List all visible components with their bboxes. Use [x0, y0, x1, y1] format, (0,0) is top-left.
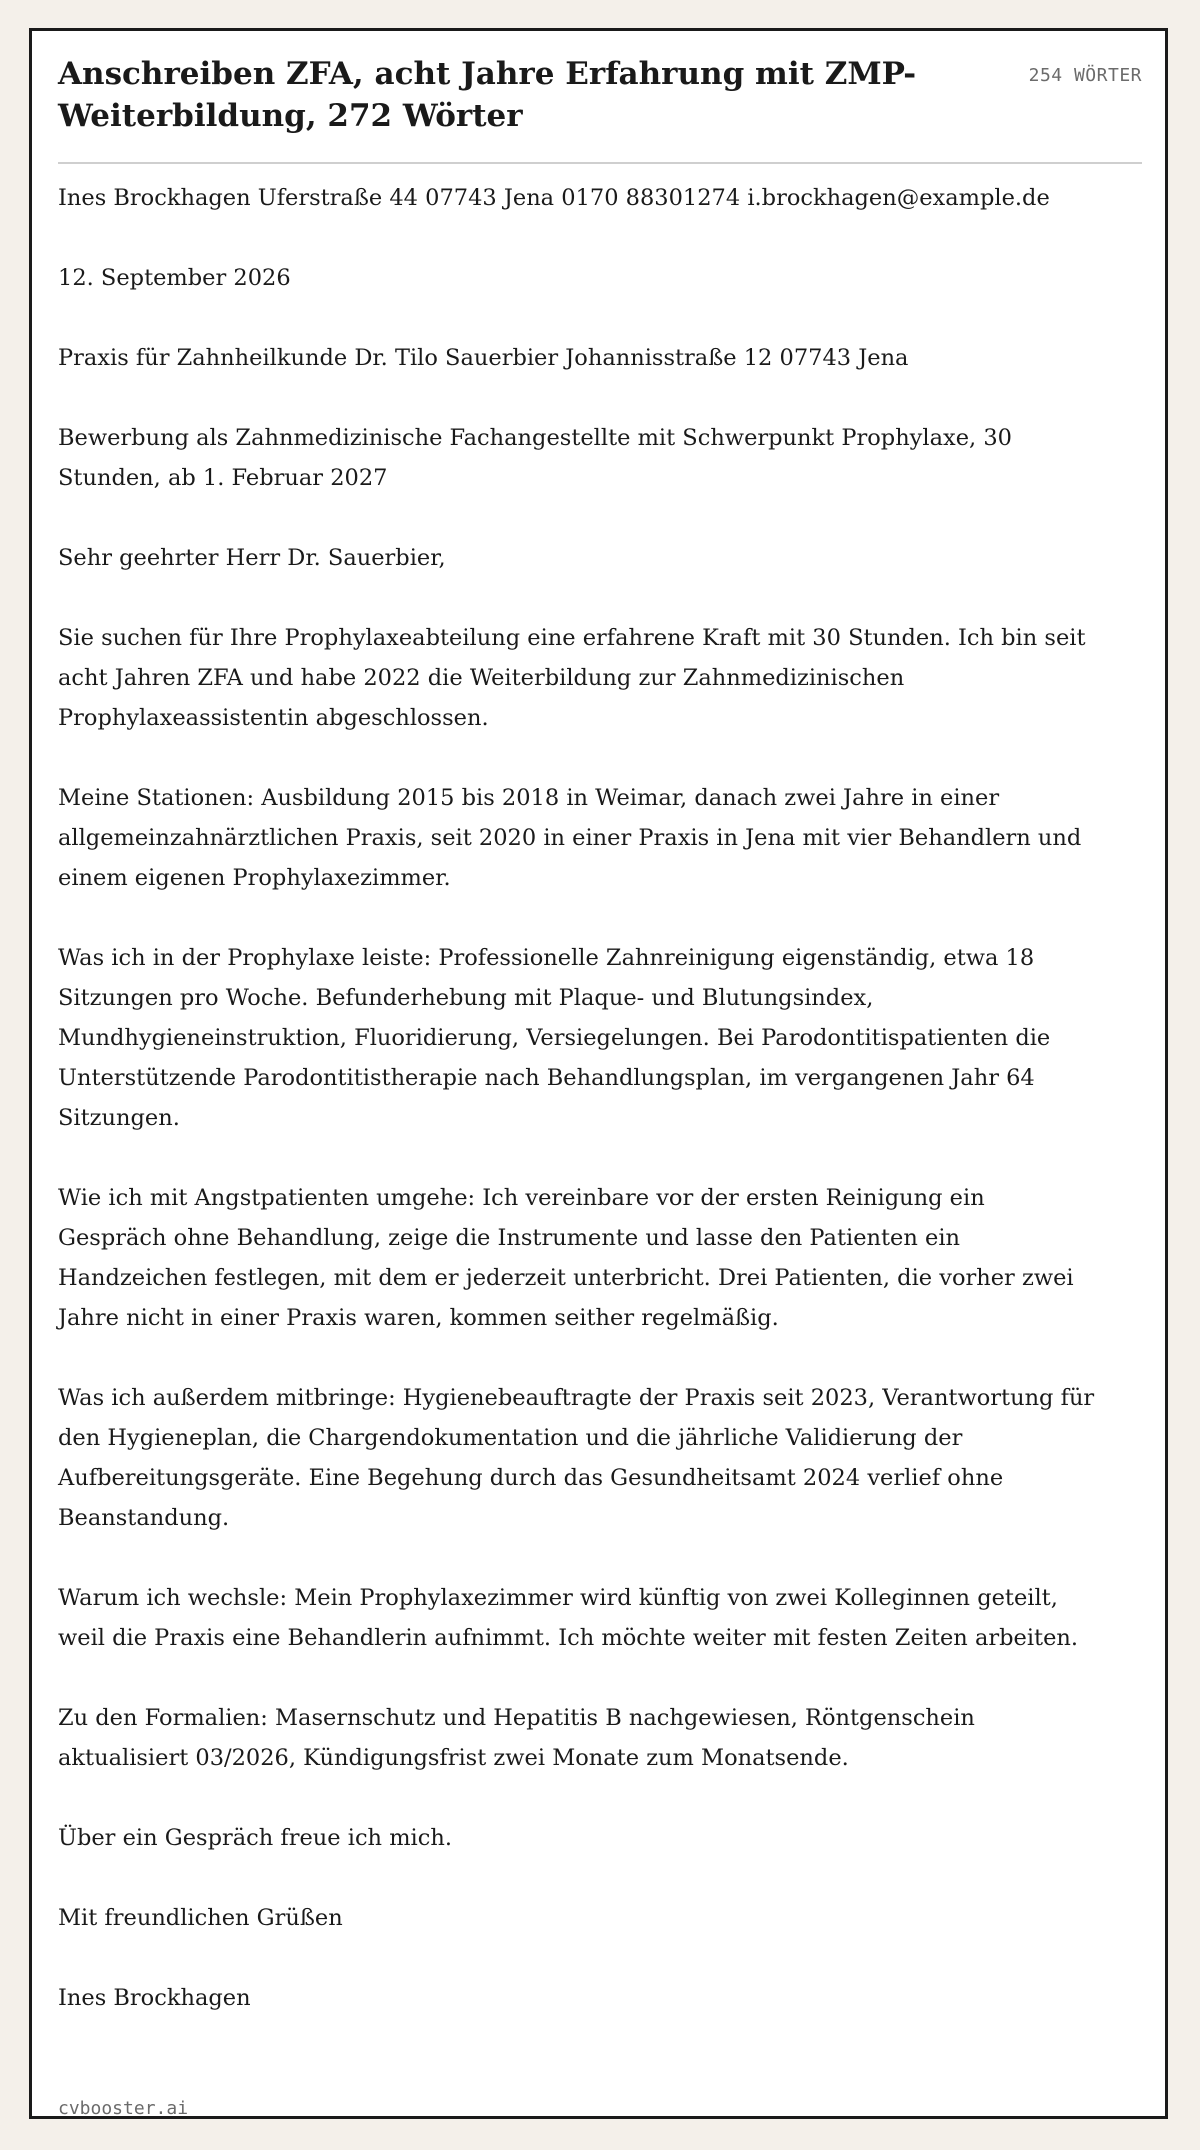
- closing: Mit freundlichen Grüßen: [58, 1905, 343, 1931]
- word-count-badge: 254 WÖRTER: [1028, 65, 1142, 86]
- body-paragraph: Meine Stationen: Ausbildung 2015 bis 2018 in Weimar, danach zwei Jahre in einer allgemeinzahnärztlichen Praxis, seit 2020 in einer Praxis in Jena mit vier Behandlern und einem eigenen Prophylaxezimmer.: [58, 785, 1082, 891]
- body-paragraph: Was ich in der Prophylaxe leiste: Professionelle Zahnreinigung eigenständig, etwa 18 Sitzungen pro Woche. Befunderhebung mit Plaque- und Blutungsindex, Mundhygieneinstruktion, Fluoridierung, Versiegelungen. Bei Parodontitispatienten die Unterstützende Parodontitistherapie nach Behandlungsplan, im vergangenen Jahr 64 Sitzungen.: [58, 945, 1051, 1131]
- signature-name: Ines Brockhagen: [58, 1985, 251, 2011]
- body-paragraph: Wie ich mit Angstpatienten umgehe: Ich vereinbare vor der ersten Reinigung ein Gespräch ohne Behandlung, zeige die Instrumente und lasse den Patienten ein Handzeichen festlegen, mit dem er jederzeit unterbricht. Drei Patienten, die vorher zwei Jahre nicht in einer Praxis waren, kommen seither regelmäßig.: [58, 1185, 1074, 1331]
- body-paragraph: Zu den Formalien: Masernschutz und Hepatitis B nachgewiesen, Röntgenschein aktualisiert 03/2026, Kündigungsfrist zwei Monate zum Monatsende.: [58, 1705, 975, 1771]
- header-divider: [58, 162, 1142, 164]
- salutation: Sehr geehrter Herr Dr. Sauerbier,: [58, 545, 446, 571]
- document-header: [58, 53, 1142, 137]
- recipient-block: Praxis für Zahnheilkunde Dr. Tilo Sauerbier Johannisstraße 12 07743 Jena: [58, 345, 909, 371]
- letter-body: [58, 178, 1098, 2018]
- body-paragraph: Über ein Gespräch freue ich mich.: [58, 1825, 452, 1851]
- letter-date: 12. September 2026: [58, 265, 291, 291]
- letter-subject: Bewerbung als Zahnmedizinische Fachangestellte mit Schwerpunkt Prophylaxe, 30 Stunden, ab 1. Februar 2027: [58, 425, 1012, 491]
- letter-card: [29, 28, 1168, 2119]
- document-title: Anschreiben ZFA, acht Jahre Erfahrung mit ZMP-Weiterbildung, 272 Wörter: [58, 56, 917, 134]
- body-paragraph: Was ich außerdem mitbringe: Hygienebeauftragte der Praxis seit 2023, Verantwortung für den Hygieneplan, die Chargendokumentation und die jährliche Validierung der Aufbereitungsgeräte. Eine Begehung durch das Gesundheitsamt 2024 verlief ohne Beanstandung.: [58, 1385, 1095, 1531]
- body-paragraph: Warum ich wechsle: Mein Prophylaxezimmer wird künftig von zwei Kolleginnen geteilt, weil die Praxis eine Behandlerin aufnimmt. Ich möchte weiter mit festen Zeiten arbeiten.: [58, 1585, 1079, 1651]
- sender-block: Ines Brockhagen Uferstraße 44 07743 Jena 0170 88301274 i.brockhagen@example.de: [58, 185, 1050, 211]
- brand-footer: cvbooster.ai: [58, 2098, 189, 2119]
- body-paragraph: Sie suchen für Ihre Prophylaxeabteilung eine erfahrene Kraft mit 30 Stunden. Ich bin seit acht Jahren ZFA und habe 2022 die Weiterbildung zur Zahnmedizinischen Prophylaxeassistentin abgeschlossen.: [58, 625, 1086, 731]
